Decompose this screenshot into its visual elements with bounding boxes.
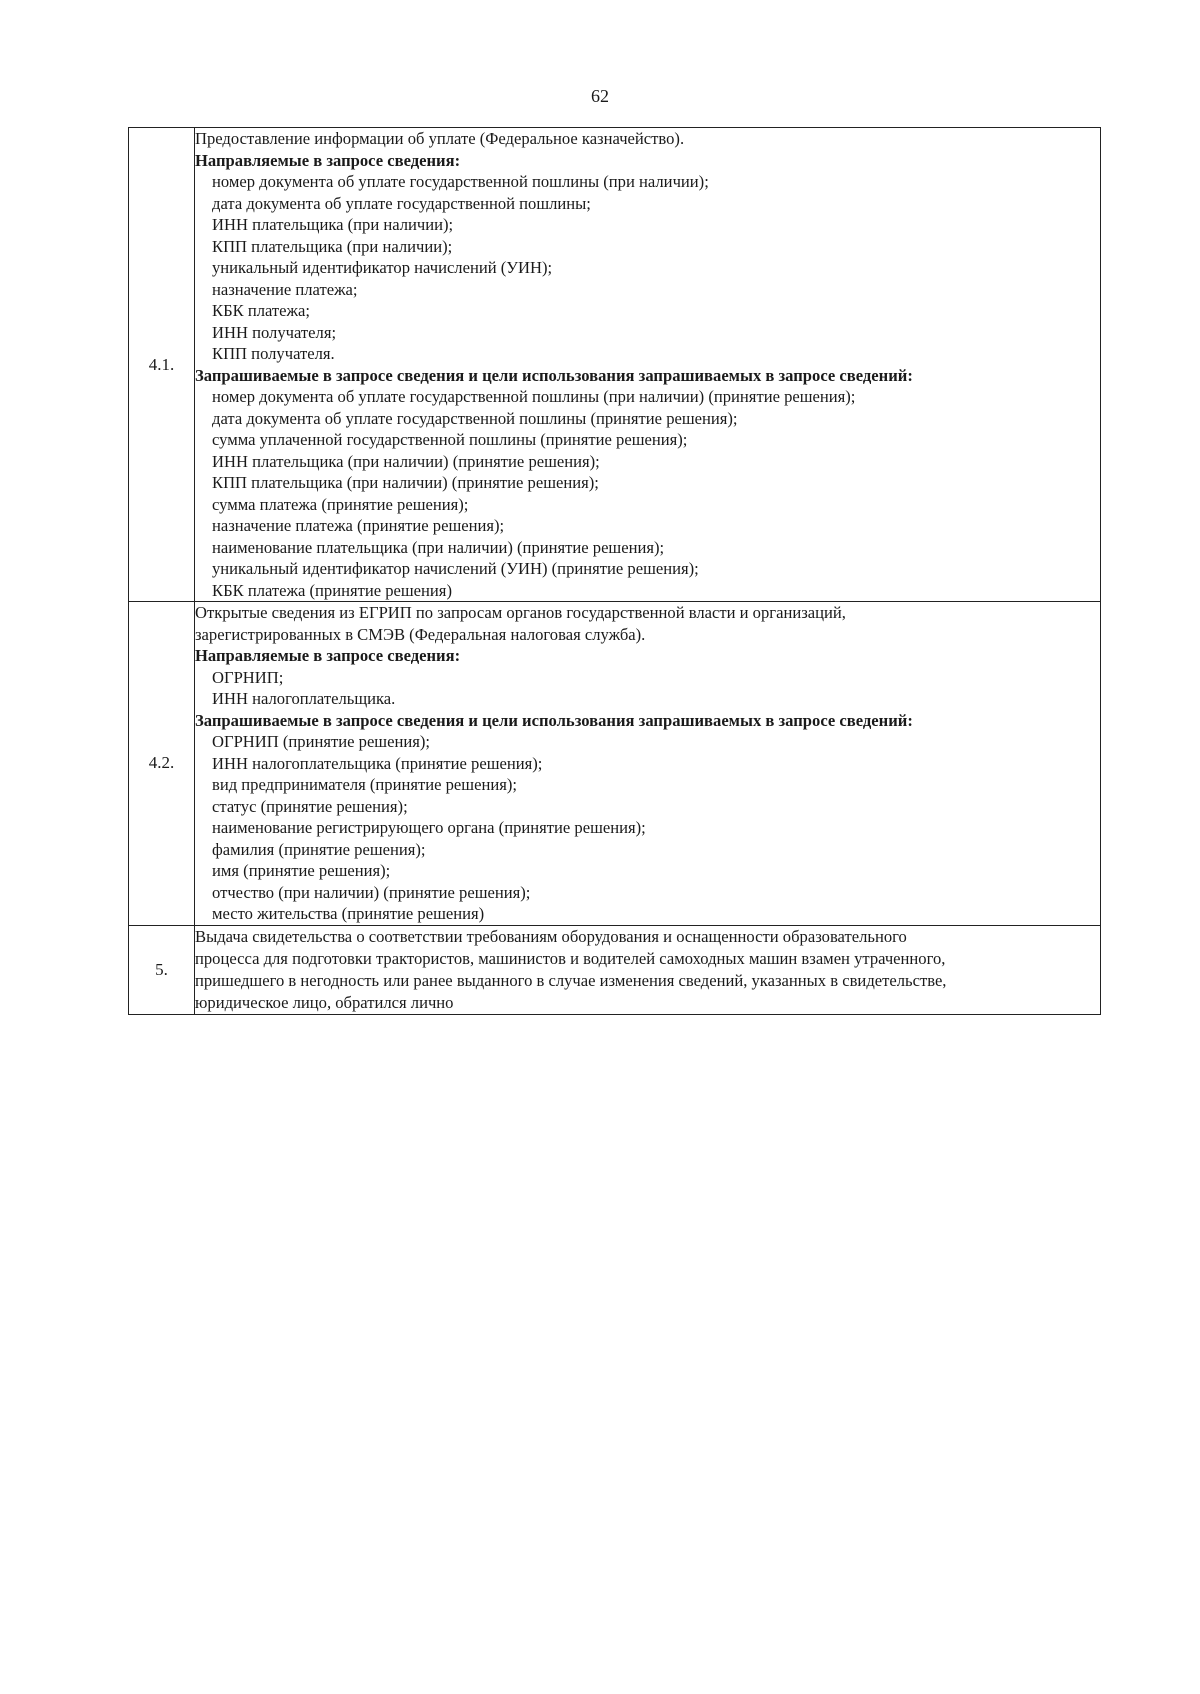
list-item: КБК платежа (принятие решения) (212, 580, 452, 600)
row-number-cell: 5. (129, 925, 195, 1014)
list-item: имя (принятие решения); (212, 861, 391, 880)
list-item: ИНН плательщика (при наличии); (212, 215, 454, 234)
row-content-cell (195, 925, 1101, 1014)
list-item: дата документа об уплате государственной пошлины; (212, 193, 591, 213)
list-item: фамилия (принятие решения); (212, 839, 426, 859)
list-item: вид предпринимателя (принятие решения); (212, 775, 517, 794)
line-service-title: Открытые сведения из ЕГРИП по запросам органов государственной власти и организаций, (195, 603, 846, 622)
list-item: ИНН плательщика (при наличии) (принятие решения); (212, 451, 600, 471)
line-sent-data-heading: Направляемые в запросе сведения: (195, 646, 461, 665)
list-item: статус (принятие решения); (212, 796, 408, 816)
table-row-4-2 (129, 602, 1101, 926)
list-item: ОГРНИП (принятие решения); (212, 732, 430, 751)
line-service-title: процесса для подготовки трактористов, машинистов и водителей самоходных машин взамен утраченного, (195, 948, 946, 968)
list-item: ИНН получателя; (212, 322, 337, 342)
list-item: уникальный идентификатор начислений (УИН); (212, 258, 553, 277)
row-number-cell: 4.1. (129, 128, 195, 602)
line-requested-data-heading: Запрашиваемые в запросе сведения и цели использования запрашиваемых в запросе сведений: (195, 710, 913, 730)
list-item: сумма уплаченной государственной пошлины (принятие решения); (212, 430, 688, 449)
list-item: сумма платежа (принятие решения); (212, 494, 469, 514)
row-number-cell: 4.2. (129, 602, 195, 926)
line-service-title: юридическое лицо, обратился лично (195, 992, 454, 1012)
list-item: КПП плательщика (при наличии); (212, 236, 453, 256)
list-item: дата документа об уплате государственной пошлины (принятие решения); (212, 408, 738, 428)
table-row-5 (129, 925, 1101, 1014)
list-item: уникальный идентификатор начислений (УИН) (принятие решения); (212, 559, 699, 578)
row-content-cell (195, 128, 1101, 602)
list-item: номер документа об уплате государственной пошлины (при наличии); (212, 172, 709, 191)
line-service-title: Предоставление информации об уплате (Федеральное казначейство). (195, 129, 685, 148)
line-service-title: зарегистрированных в СМЭВ (Федеральная налоговая служба). (195, 624, 646, 644)
list-item: ОГРНИП; (212, 667, 284, 687)
line-service-title: пришедшего в негодность или ранее выданного в случае изменения сведений, указанных в свидетельстве, (195, 970, 947, 990)
list-item: КПП получателя. (212, 344, 335, 363)
row-content-cell (195, 602, 1101, 926)
list-item: место жительства (принятие решения) (212, 904, 485, 923)
list-item: наименование регистрирующего органа (принятие решения); (212, 818, 646, 837)
line-service-title: Выдача свидетельства о соответствии требованиям оборудования и оснащенности образовательного (195, 926, 907, 946)
list-item: наименование плательщика (при наличии) (принятие решения); (212, 537, 665, 557)
services-table (128, 127, 1101, 1015)
list-item: назначение платежа (принятие решения); (212, 516, 505, 535)
line-sent-data-heading: Направляемые в запросе сведения: (195, 150, 461, 170)
list-item: назначение платежа; (212, 279, 358, 299)
page-number: 62 (591, 86, 609, 106)
list-item: КПП плательщика (при наличии) (принятие решения); (212, 473, 599, 492)
services-table-body (129, 128, 1101, 1015)
line-requested-data-heading: Запрашиваемые в запросе сведения и цели использования запрашиваемых в запросе сведений: (195, 365, 913, 385)
list-item: КБК платежа; (212, 301, 310, 320)
table-row-4-1 (129, 128, 1101, 602)
list-item: номер документа об уплате государственной пошлины (при наличии) (принятие решения); (212, 387, 856, 406)
list-item: ИНН налогоплательщика (принятие решения); (212, 753, 543, 773)
list-item: отчество (при наличии) (принятие решения); (212, 882, 531, 902)
list-item: ИНН налогоплательщика. (212, 689, 396, 708)
